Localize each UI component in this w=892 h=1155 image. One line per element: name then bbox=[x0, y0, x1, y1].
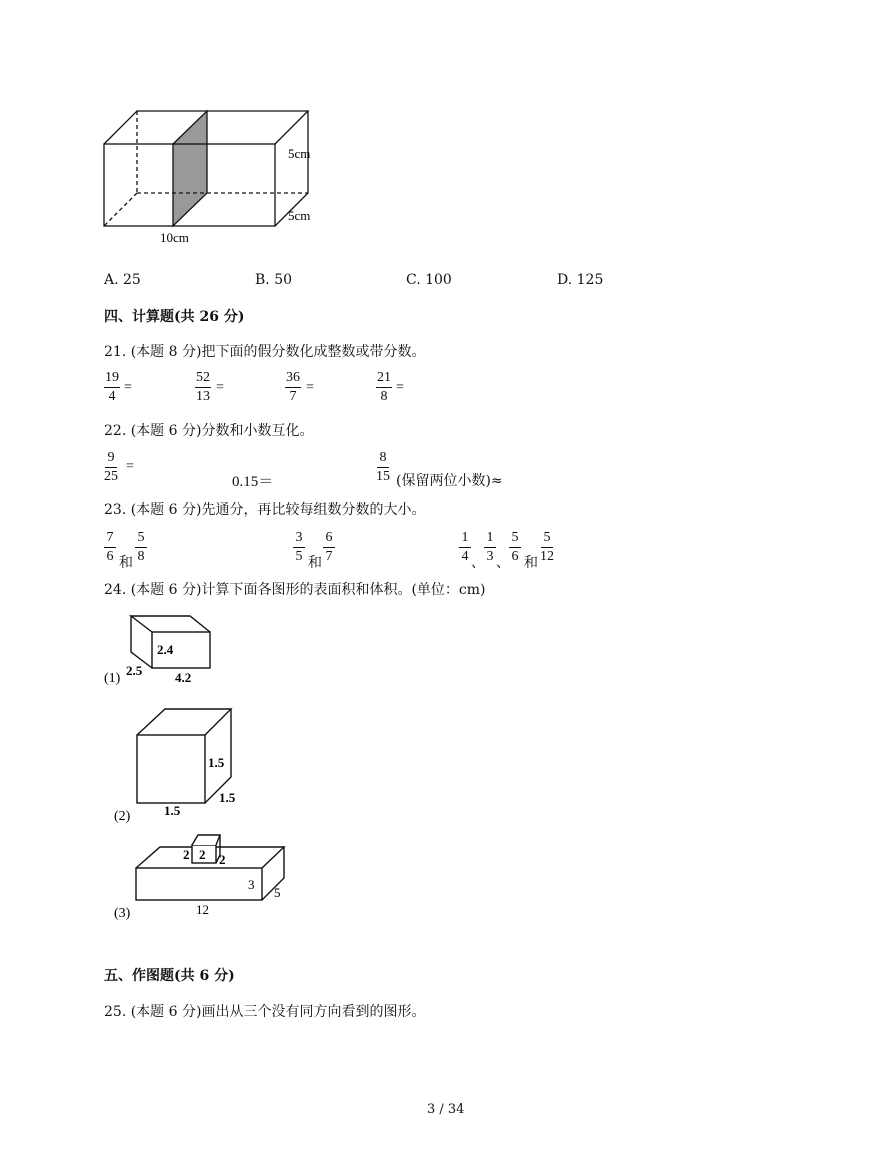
q24-text: 24. (本题 6 分)计算下面各图形的表面积和体积。(单位：cm) bbox=[104, 582, 486, 598]
q24-figure-1-cuboid bbox=[100, 608, 230, 690]
q22-fraction-1: $\frac{9}{25}$ bbox=[104, 450, 118, 484]
option-c: C. 100 bbox=[406, 272, 452, 288]
q21-fraction-4: $\frac{21}{8}$ bbox=[377, 370, 391, 404]
q23-g3-sep-2: 、 bbox=[496, 555, 510, 571]
q23-g1-and: 和 bbox=[119, 555, 133, 571]
q21-equals-4: = bbox=[396, 380, 404, 395]
fig3-cube-front-label: 2 bbox=[199, 847, 206, 862]
page-number: 3 / 34 bbox=[427, 1102, 465, 1117]
q22-text: 22. (本题 6 分)分数和小数互化。 bbox=[104, 423, 314, 439]
q22-decimal: 0.15＝ bbox=[232, 474, 274, 490]
fig3-cube-right-label: 2 bbox=[219, 852, 226, 867]
q24-figure-2-cube bbox=[100, 705, 260, 830]
q23-g2-and: 和 bbox=[308, 555, 322, 571]
q23-text: 23. (本题 6 分)先通分，再比较每组数分数的大小。 bbox=[104, 502, 426, 518]
fig3-depth-label: 5 bbox=[274, 885, 281, 900]
cuboid-figure-10x5x5 bbox=[95, 100, 335, 250]
height-label: 5cm bbox=[288, 146, 311, 161]
q21-equals-1: = bbox=[124, 380, 132, 395]
q21-fraction-2: $\frac{52}{13}$ bbox=[196, 370, 210, 404]
q21-fraction-3: $\frac{36}{7}$ bbox=[286, 370, 300, 404]
q24-figure-3-composite bbox=[100, 830, 300, 925]
q25-text: 25. (本题 6 分)画出从三个没有同方向看到的图形。 bbox=[104, 1004, 426, 1020]
fig3-cube-left-label: 2 bbox=[183, 847, 190, 862]
option-d: D. 125 bbox=[557, 272, 604, 288]
q23-g3-and: 和 bbox=[524, 555, 538, 571]
fig1-height-label: 2.4 bbox=[157, 642, 174, 657]
depth-label: 5cm bbox=[288, 208, 311, 223]
fig1-depth-label: 2.5 bbox=[126, 663, 143, 678]
section-4-title: 四、计算题(共 26 分) bbox=[104, 309, 245, 325]
fig3-number-label: (3) bbox=[114, 906, 131, 921]
q23-g2-fraction-2: $\frac{6}{7}$ bbox=[323, 530, 335, 565]
fig2-width-label: 1.5 bbox=[164, 803, 181, 818]
q23-g3-fraction-1: $\frac{1}{4}$ bbox=[459, 530, 471, 565]
fig3-height-label: 3 bbox=[248, 877, 255, 892]
q23-g2-fraction-1: $\frac{3}{5}$ bbox=[293, 530, 305, 565]
q23-g3-fraction-2: $\frac{1}{3}$ bbox=[484, 530, 496, 565]
q21-equals-2: = bbox=[216, 380, 224, 395]
fig3-width-label: 12 bbox=[196, 902, 209, 917]
width-label: 10cm bbox=[160, 230, 189, 245]
q21-equals-3: = bbox=[306, 380, 314, 395]
q23-g3-fraction-4: $\frac{5}{12}$ bbox=[540, 530, 554, 564]
section-5-title: 五、作图题(共 6 分) bbox=[104, 968, 235, 984]
q23-g3-sep-1: 、 bbox=[471, 555, 485, 571]
q23-g1-fraction-1: $\frac{7}{6}$ bbox=[104, 530, 116, 565]
option-a: A. 25 bbox=[104, 272, 141, 288]
q21-fraction-1: $\frac{19}{4}$ bbox=[105, 370, 119, 404]
q22-equals: = bbox=[126, 459, 134, 474]
q21-text: 21. (本题 8 分)把下面的假分数化成整数或带分数。 bbox=[104, 344, 426, 360]
option-b: B. 50 bbox=[255, 272, 293, 288]
q22-rounding-note: (保留两位小数)≈ bbox=[396, 473, 503, 489]
q23-g3-fraction-3: $\frac{5}{6}$ bbox=[509, 530, 521, 565]
fig2-depth-label: 1.5 bbox=[219, 790, 236, 805]
q22-fraction-2: $\frac{8}{15}$ bbox=[376, 450, 390, 484]
fig1-width-label: 4.2 bbox=[175, 670, 192, 685]
fig1-number-label: (1) bbox=[104, 671, 121, 686]
q23-g1-fraction-2: $\frac{5}{8}$ bbox=[135, 530, 147, 565]
fig2-height-label: 1.5 bbox=[208, 755, 225, 770]
fig2-number-label: (2) bbox=[114, 809, 131, 824]
